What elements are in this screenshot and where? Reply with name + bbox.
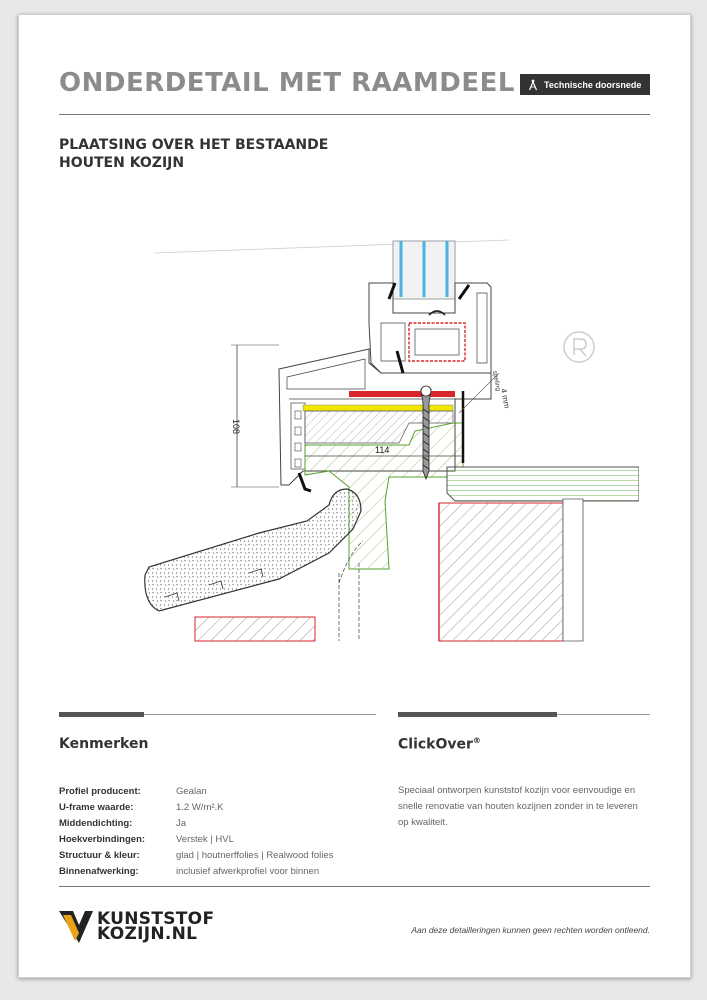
property-value: Verstek | HVL bbox=[176, 833, 234, 845]
footer-divider bbox=[59, 886, 650, 887]
property-value: glad | houtnerffolies | Realwood folies bbox=[176, 849, 334, 861]
property-label: Structuur & kleur: bbox=[59, 849, 140, 861]
technical-section-badge bbox=[520, 74, 650, 95]
product-heading bbox=[398, 736, 481, 753]
dimension-114-label: 114 bbox=[375, 445, 390, 455]
property-value: Gealan bbox=[176, 785, 207, 797]
logo-line-2: KOZIJN.NL bbox=[97, 924, 198, 944]
page-title: ONDERDETAIL MET RAAMDEEL bbox=[59, 68, 515, 98]
kenmerken-rule bbox=[144, 714, 376, 715]
badge-label: Technische doorsnede bbox=[544, 79, 642, 90]
subtitle-line-2: HOUTEN KOZIJN bbox=[59, 155, 185, 171]
disclaimer: Aan deze detailleringen kunnen geen rechten worden ontleend. bbox=[411, 925, 650, 935]
registered-watermark bbox=[564, 332, 594, 362]
gap-note-line-1: speling bbox=[491, 370, 502, 392]
subtitle-line-1: PLAATSING OVER HET BESTAANDE bbox=[59, 137, 329, 153]
gap-note-line-2: 4 mm bbox=[499, 387, 512, 410]
property-row bbox=[59, 815, 333, 831]
header-divider bbox=[59, 114, 650, 115]
property-row bbox=[59, 863, 333, 879]
product-rule bbox=[557, 714, 650, 715]
property-label: Binnenafwerking: bbox=[59, 865, 139, 877]
property-label: Hoekverbindingen: bbox=[59, 833, 146, 845]
product-description: Speciaal ontworpen kunststof kozijn voor eenvoudige en snelle renovatie van houten kozijnen zonder in te leveren op kwaliteit. bbox=[398, 785, 638, 828]
property-label: Profiel producent: bbox=[59, 785, 141, 797]
property-label: Middendichting: bbox=[59, 817, 133, 829]
company-logo bbox=[59, 911, 214, 943]
page-subtitle bbox=[59, 136, 379, 172]
dimension-108-label: 108 bbox=[231, 419, 241, 435]
compass-icon bbox=[528, 79, 538, 91]
logo-text bbox=[97, 909, 215, 944]
property-value: inclusief afwerkprofiel voor binnen bbox=[176, 865, 320, 877]
property-row bbox=[59, 783, 333, 799]
cross-section-drawing bbox=[119, 223, 639, 643]
property-row bbox=[59, 831, 333, 847]
logo-line-1: KUNSTSTOF bbox=[97, 909, 215, 929]
property-row bbox=[59, 799, 333, 815]
property-label: U-frame waarde: bbox=[59, 801, 134, 813]
property-value: Ja bbox=[176, 817, 187, 829]
property-value: 1.2 W/m².K bbox=[176, 801, 224, 813]
registered-mark: ® bbox=[472, 736, 481, 745]
kenmerken-bar bbox=[59, 712, 144, 717]
logo-mark-icon bbox=[59, 911, 93, 943]
product-name: ClickOver bbox=[398, 736, 473, 753]
properties-list bbox=[59, 783, 333, 879]
document-sheet bbox=[18, 14, 691, 978]
product-bar bbox=[398, 712, 557, 717]
property-row bbox=[59, 847, 333, 863]
kenmerken-heading: Kenmerken bbox=[59, 736, 149, 752]
